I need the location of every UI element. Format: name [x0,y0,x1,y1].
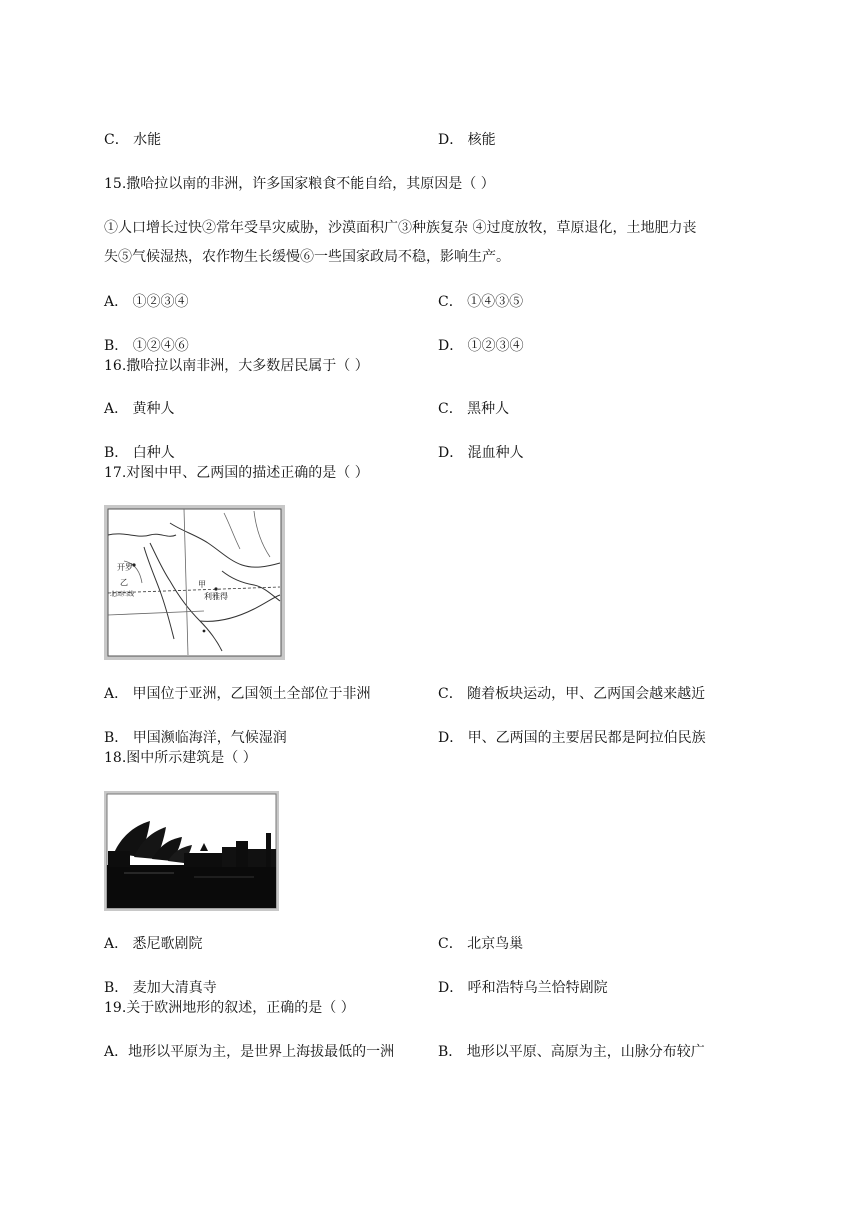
map-label-tropic: 北回归线 [110,591,135,598]
q18-stem: 18.图中所示建筑是（ ） [104,750,257,766]
map-label-riyadh: 利雅得 [204,592,228,601]
q14-option-d: D． 核能 [438,132,496,148]
q17-option-d: D． 甲、乙两国的主要居民都是阿拉伯民族 [438,730,706,746]
q15-description-line2: 失⑤气候湿热，农作物生长缓慢⑥一些国家政局不稳，影响生产。 [104,249,510,265]
map-label-jia: 甲 [198,580,206,589]
q19-stem: 19.关于欧洲地形的叙述，正确的是（ ） [104,1000,355,1016]
q15-option-c: C． ①④③⑤ [438,294,524,310]
q17-option-c: C． 随着板块运动，甲、乙两国会越来越近 [438,686,706,702]
q19-option-a: A．地形以平原为主，是世界上海拔最低的一洲 [104,1044,395,1060]
q18-option-c: C． 北京鸟巢 [438,936,524,952]
q18-option-b: B． 麦加大清真寺 [104,980,217,996]
map-label-yi: 乙 [120,578,128,587]
map-label-cairo: 开罗 [117,563,133,572]
q17-option-a: A． 甲国位于亚洲，乙国领土全部位于非洲 [104,686,371,702]
q15-option-a: A． ①②③④ [104,294,189,310]
q17-stem: 17.对图中甲、乙两国的描述正确的是（ ） [104,465,369,481]
q16-stem: 16.撒哈拉以南非洲，大多数居民属于（ ） [104,358,369,374]
q16-option-c: C． 黑种人 [438,401,510,417]
q17-option-b: B． 甲国濒临海洋，气候湿润 [104,730,287,746]
q19-option-b: B． 地形以平原、高原为主，山脉分布较广 [438,1044,705,1060]
q18-option-d: D． 呼和浩特乌兰恰特剧院 [438,980,608,996]
q16-option-a: A． 黄种人 [104,401,175,417]
q18-option-a: A． 悉尼歌剧院 [104,936,203,952]
q15-stem: 15.撒哈拉以南的非洲，许多国家粮食不能自给，其原因是（ ） [104,176,495,192]
q14-option-c: C． 水能 [104,132,162,148]
q16-option-b: B． 白种人 [104,445,175,461]
q16-option-d: D． 混血种人 [438,445,524,461]
q15-description-line1: ①人口增长过快②常年受旱灾威胁，沙漠面积广③种族复杂 ④过度放牧，草原退化，土地肥力丧 [104,220,697,236]
q15-option-b: B． ①②④⑥ [104,338,189,354]
middle-east-map [104,505,285,660]
q15-option-d: D． ①②③④ [438,338,524,354]
opera-house-photo [104,791,279,911]
